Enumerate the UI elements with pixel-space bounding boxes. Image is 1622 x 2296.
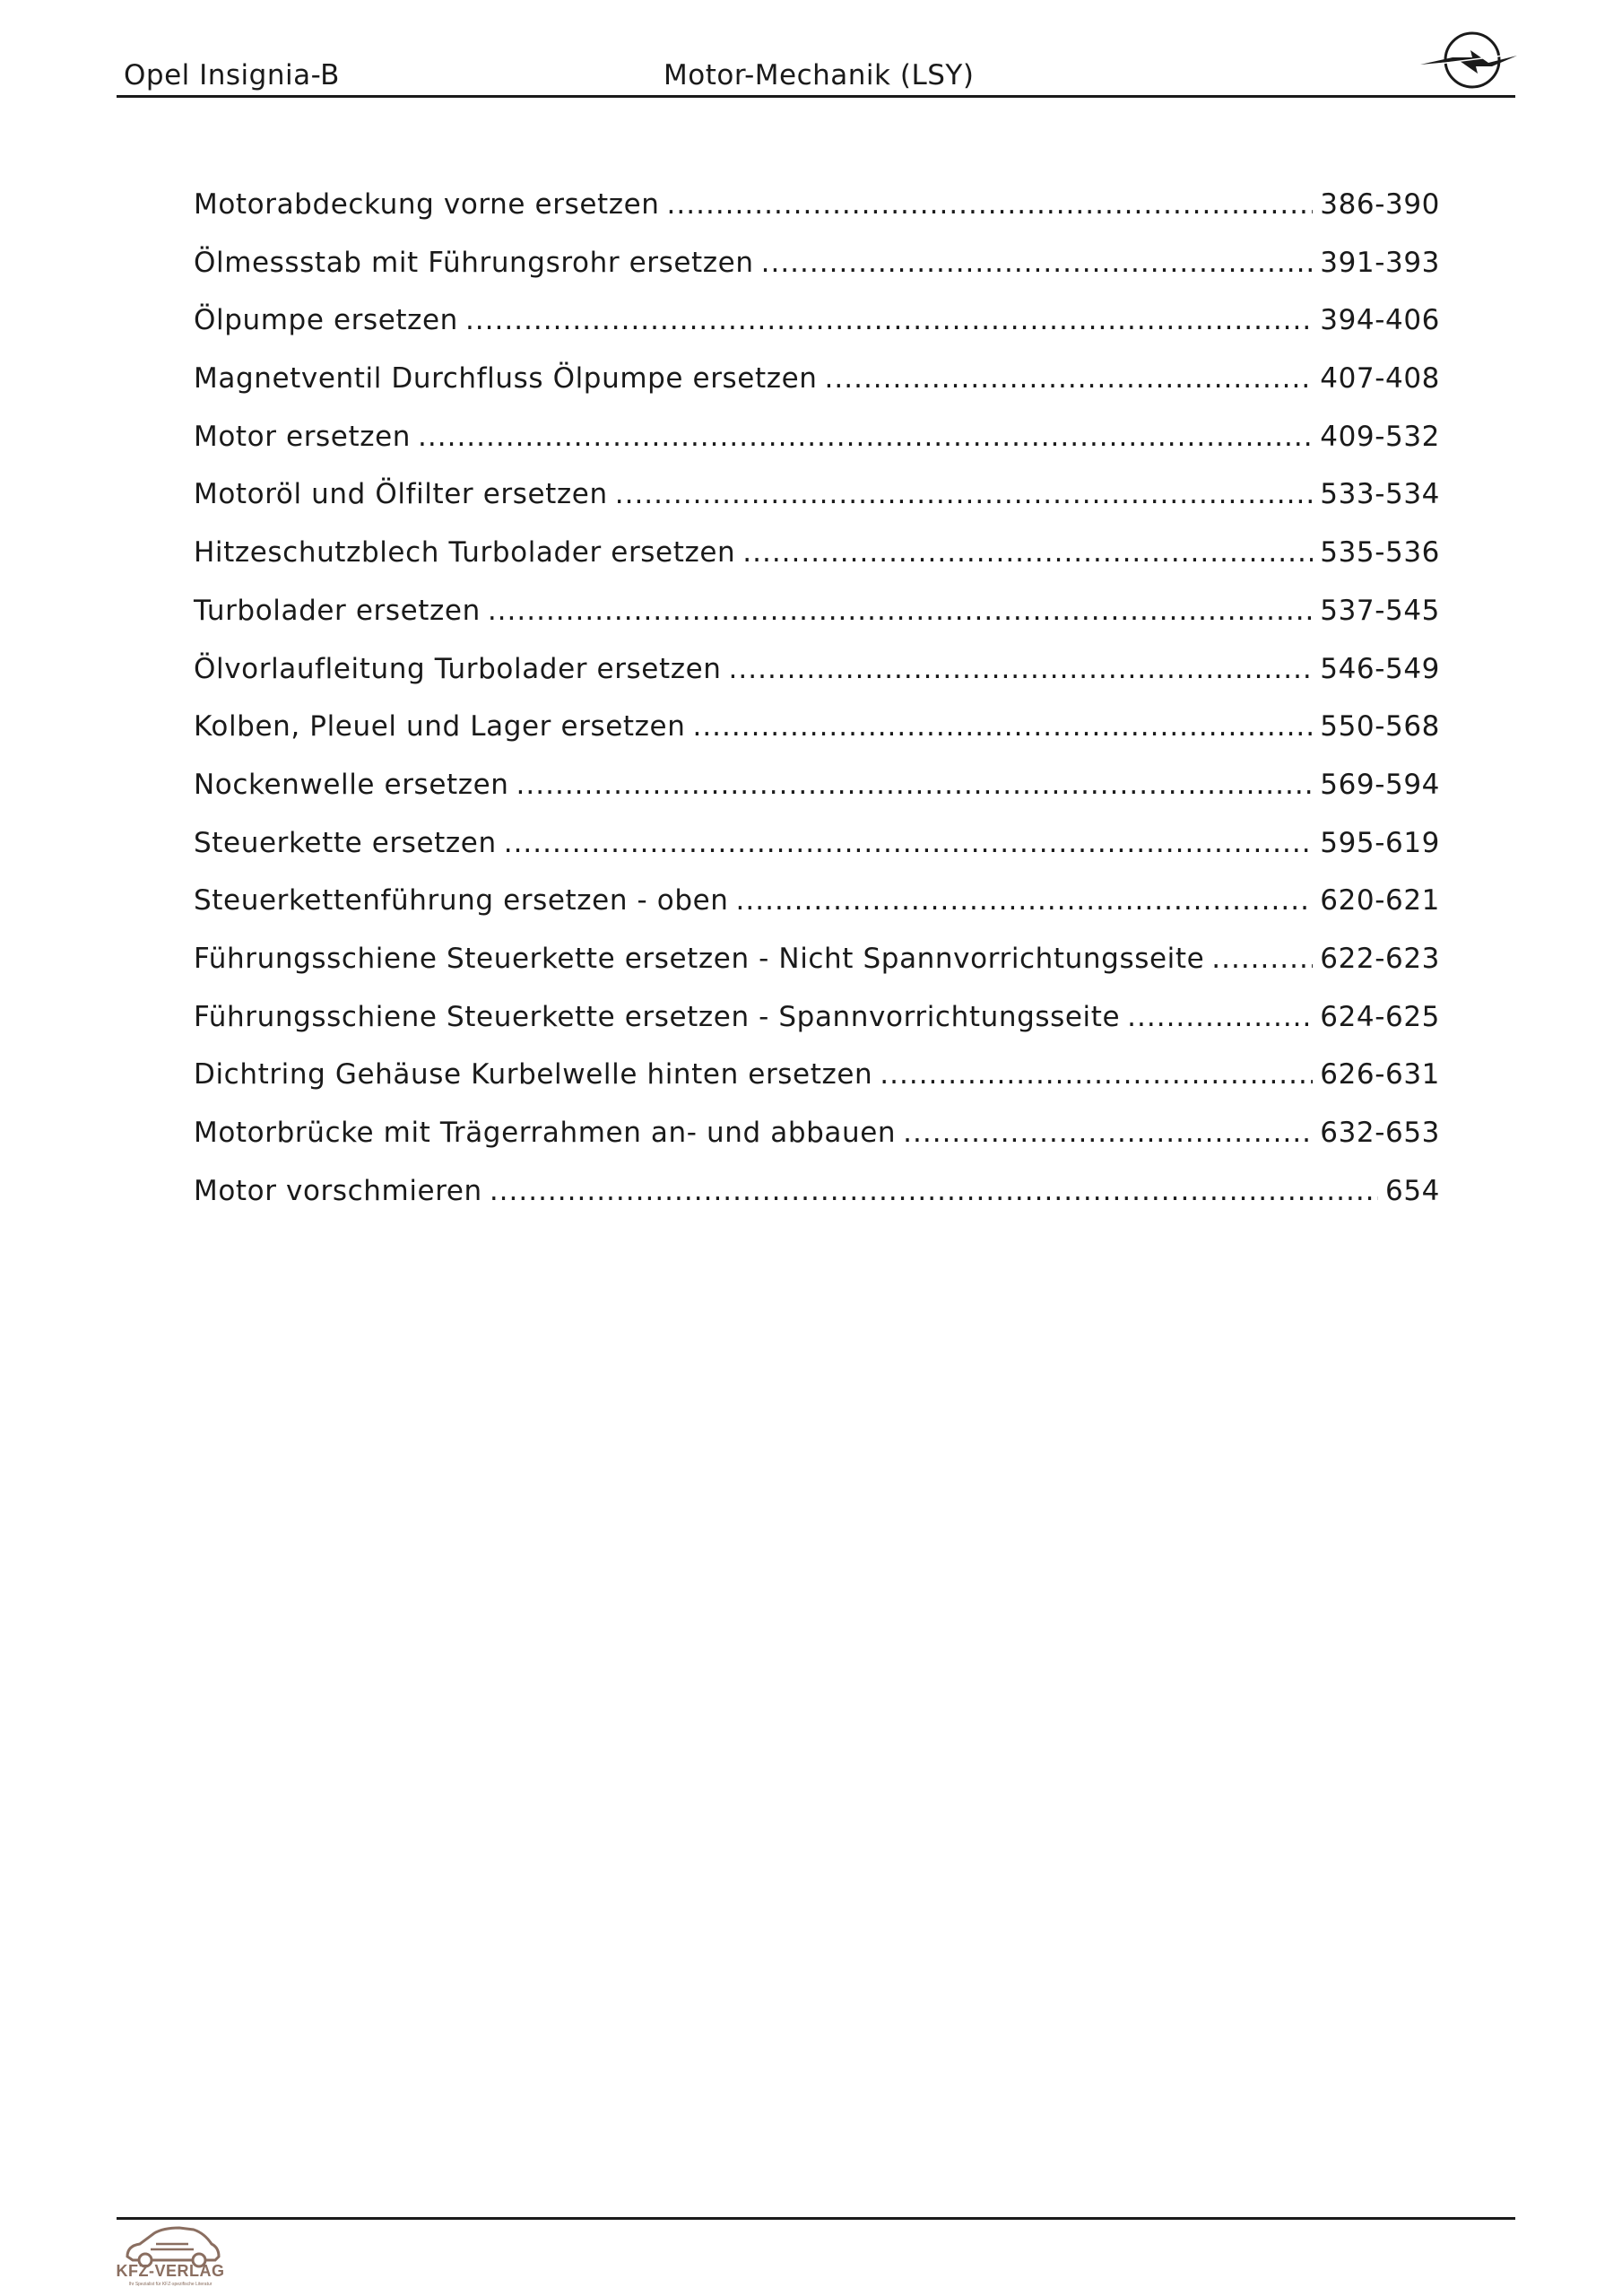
toc-entry-pages: 632-653 [1320, 1117, 1440, 1149]
toc-dot-leader [903, 1117, 1313, 1149]
footer-brand-tagline: Ihr Spezialist für KFZ-spezifische Literatur [128, 2282, 213, 2287]
toc-dot-leader [880, 1058, 1313, 1091]
toc-entry-title: Motor vorschmieren [194, 1174, 482, 1207]
toc-entry-title: Turbolader ersetzen [194, 594, 481, 627]
toc-dot-leader [667, 188, 1314, 221]
toc-entry [194, 653, 1440, 711]
toc-entry-pages: 550-568 [1320, 710, 1440, 744]
toc-entry-pages: 409-532 [1320, 420, 1440, 453]
toc-entry-pages: 624-625 [1320, 1000, 1440, 1033]
toc-dot-leader [729, 653, 1314, 685]
opel-blitz-logo-icon [1417, 27, 1519, 93]
toc-entry [194, 943, 1440, 1001]
toc-entry-title: Führungsschiene Steuerkette ersetzen - Spannvorrichtungsseite [194, 1000, 1121, 1033]
toc-entry-title: Motor ersetzen [194, 420, 412, 453]
toc-entry-pages: 569-594 [1320, 768, 1440, 801]
toc-entry [194, 247, 1440, 305]
toc-entry-title: Ölmessstab mit Führungsrohr ersetzen [194, 246, 754, 279]
toc-entry-title: Nockenwelle ersetzen [194, 768, 509, 801]
toc-dot-leader [516, 769, 1314, 801]
toc-entry [194, 1001, 1440, 1059]
footer-divider [117, 2217, 1515, 2220]
header-model-title: Opel Insignia-B [124, 59, 340, 91]
toc-entry [194, 710, 1440, 769]
toc-entry-pages: 537-545 [1320, 594, 1440, 627]
toc-entry-title: Motorabdeckung vorne ersetzen [194, 188, 660, 221]
table-of-contents [194, 188, 1440, 1232]
toc-entry [194, 362, 1440, 421]
toc-dot-leader [736, 884, 1314, 917]
toc-entry-title: Steuerkette ersetzen [194, 826, 497, 859]
toc-dot-leader [742, 536, 1313, 569]
toc-entry-title: Steuerkettenführung ersetzen - oben [194, 884, 729, 918]
toc-entry-pages: 535-536 [1320, 536, 1440, 570]
toc-entry [194, 536, 1440, 595]
toc-entry [194, 1117, 1440, 1175]
toc-dot-leader [488, 595, 1313, 627]
toc-entry [194, 478, 1440, 536]
toc-entry [194, 769, 1440, 827]
toc-dot-leader [615, 478, 1314, 510]
toc-entry-pages: 394-406 [1320, 304, 1440, 337]
toc-entry-title: Motoröl und Ölfilter ersetzen [194, 478, 608, 511]
toc-entry [194, 827, 1440, 885]
toc-entry-pages: 654 [1385, 1174, 1440, 1207]
toc-entry-pages: 546-549 [1320, 652, 1440, 685]
toc-entry-pages: 407-408 [1320, 362, 1440, 396]
toc-dot-leader [465, 304, 1313, 336]
toc-entry-title: Führungsschiene Steuerkette ersetzen - Nicht Spannvorrichtungsseite [194, 942, 1205, 975]
toc-entry-pages: 391-393 [1320, 246, 1440, 279]
toc-entry-title: Magnetventil Durchfluss Ölpumpe ersetzen [194, 362, 818, 396]
toc-dot-leader [1211, 943, 1313, 975]
toc-entry [194, 884, 1440, 943]
toc-entry [194, 595, 1440, 653]
toc-entry-pages: 620-621 [1320, 884, 1440, 918]
toc-entry-pages: 626-631 [1320, 1058, 1440, 1091]
toc-dot-leader [1127, 1001, 1313, 1033]
toc-dot-leader [692, 710, 1313, 743]
toc-entry [194, 1058, 1440, 1117]
toc-entry-title: Motorbrücke mit Trägerrahmen an- und abbauen [194, 1117, 897, 1149]
toc-entry-title: Ölvorlaufleitung Turbolader ersetzen [194, 652, 722, 685]
footer-brand-name: KFZ-VERLAG [116, 2262, 225, 2280]
toc-dot-leader [490, 1175, 1378, 1207]
toc-dot-leader [825, 362, 1314, 395]
toc-entry [194, 1175, 1440, 1233]
toc-dot-leader [504, 827, 1314, 859]
toc-entry-pages: 595-619 [1320, 826, 1440, 859]
toc-entry-pages: 622-623 [1320, 942, 1440, 975]
toc-entry-title: Dichtring Gehäuse Kurbelwelle hinten ersetzen [194, 1058, 873, 1091]
toc-entry-title: Hitzeschutzblech Turbolader ersetzen [194, 536, 736, 570]
page-header [117, 27, 1515, 98]
toc-entry [194, 304, 1440, 362]
toc-entry-title: Ölpumpe ersetzen [194, 304, 458, 337]
toc-entry-pages: 533-534 [1320, 478, 1440, 511]
toc-entry [194, 421, 1440, 479]
toc-dot-leader [418, 421, 1313, 453]
toc-entry-title: Kolben, Pleuel und Lager ersetzen [194, 710, 686, 744]
toc-dot-leader [761, 247, 1314, 279]
toc-entry-pages: 386-390 [1320, 188, 1440, 221]
toc-entry [194, 188, 1440, 247]
header-section-title: Motor-Mechanik (LSY) [664, 59, 975, 91]
